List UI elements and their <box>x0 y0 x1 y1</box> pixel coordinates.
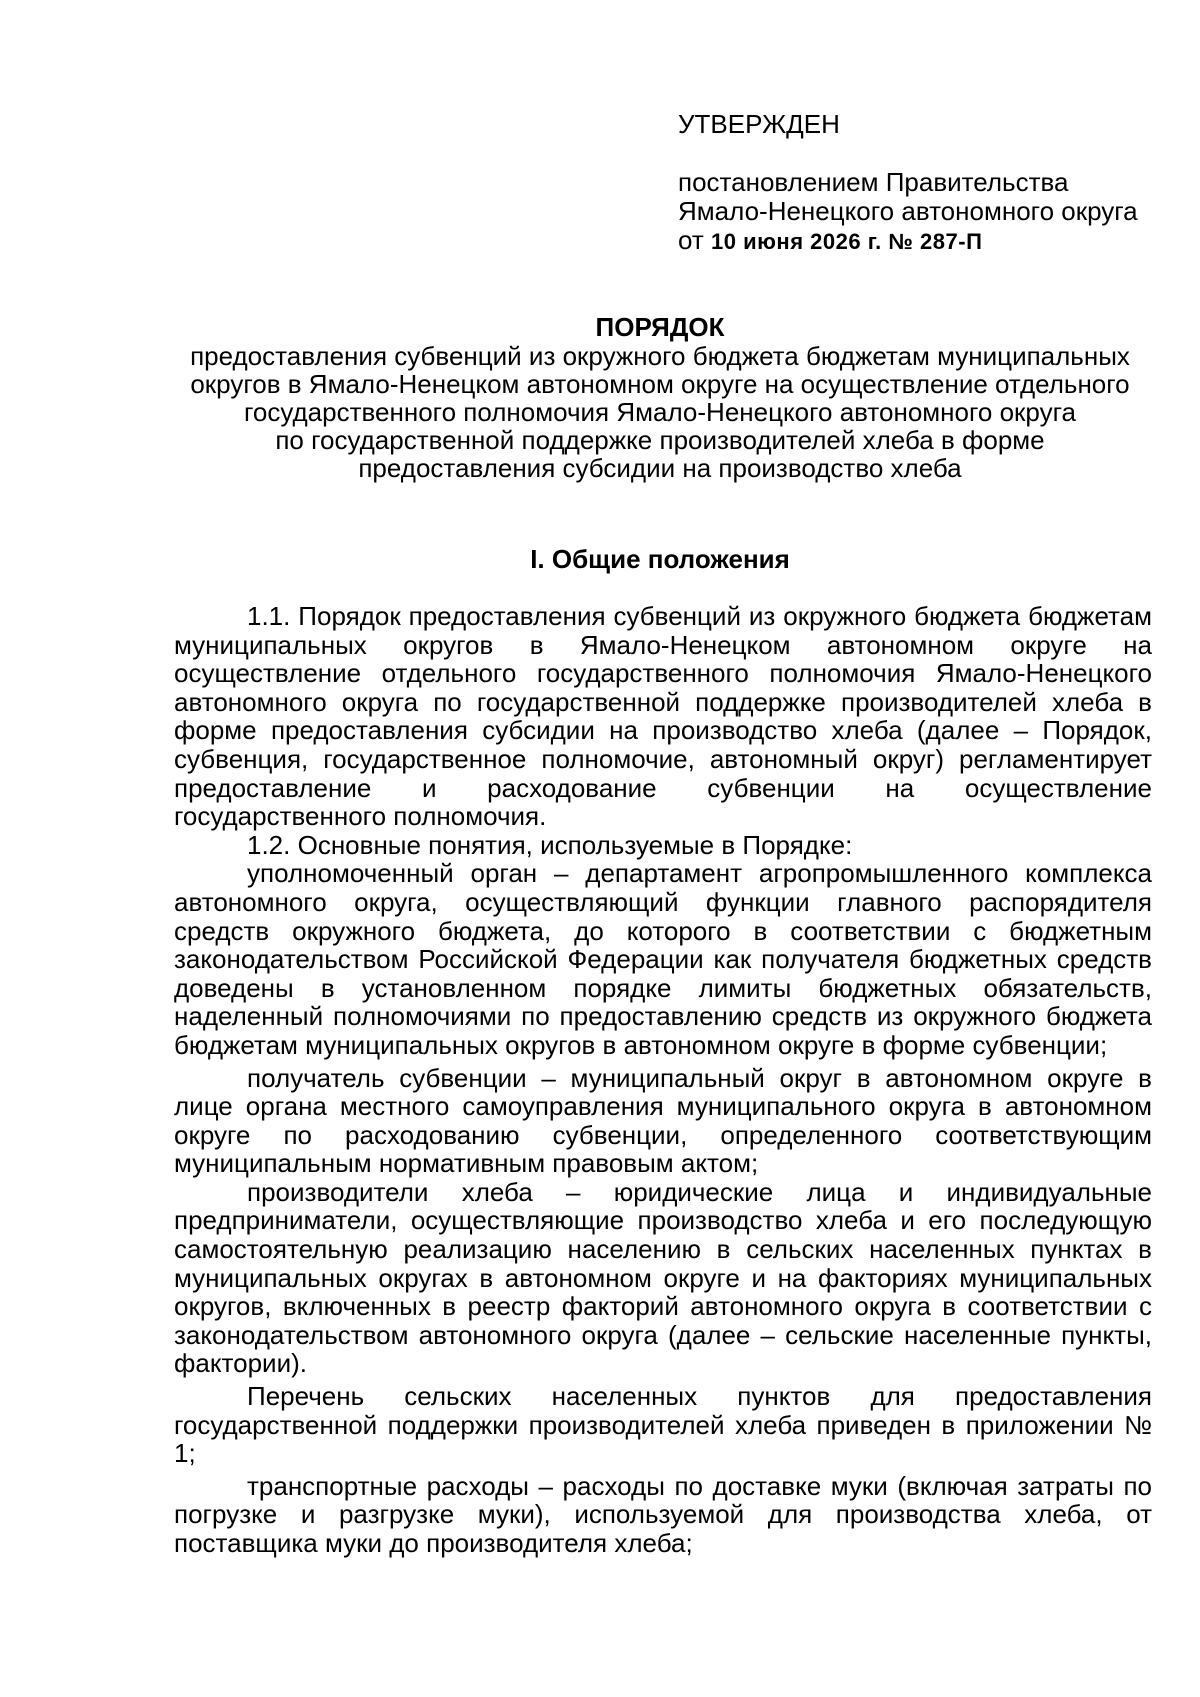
settlements-list-reference: Перечень сельских населенных пунктов для предоставления государственной поддержки производителей хлеба приведен в приложении № 1; <box>174 1381 1152 1469</box>
approval-date-line <box>678 226 1158 256</box>
document-subtitle-line: округов в Ямало-Ненецком автономном округе на осуществление отдельного <box>190 369 1130 399</box>
paragraph-1-2: 1.2. Основные понятия, используемые в Порядке: <box>247 829 853 860</box>
approval-line-2: Ямало-Ненецкого автономного округа <box>678 196 1138 226</box>
document-subtitle-line: по государственной поддержке производителей хлеба в форме <box>275 425 1045 455</box>
document-title: ПОРЯДОК <box>595 312 725 342</box>
section-body <box>174 602 1152 1558</box>
document-subtitle-line: предоставления субсидии на производство хлеба <box>358 453 962 483</box>
approval-stamp: УТВЕРЖДЕН <box>678 109 840 139</box>
approval-date: 10 июня 2026 г. № 287-П <box>711 229 983 254</box>
approval-line-1: постановлением Правительства <box>678 167 1069 197</box>
approval-block <box>678 110 1158 256</box>
definition-recipient: получатель субвенции – муниципальный округ в автономном округе в лице органа местного самоуправления муниципального округа в автономном округе по расходованию субвенции, определенного соответствующим муниципальным нормативным правовым актом; <box>174 1062 1152 1179</box>
definition-authorized-body: уполномоченный орган – департамент агропромышленного комплекса автономного округа, осуществляющий функции главного распорядителя средств окружного бюджета, до которого в соответствии с бюджетным законодательством Российской Федерации как получателя бюджетных средств доведены в установленном порядке лимиты бюджетных обязательств, наделенный полномочиями по предоставлению средств из окружного бюджета бюджетам муниципальных округов в автономном округе в форме субвенции; <box>174 858 1152 1060</box>
definition-transport-costs: транспортные расходы – расходы по доставке муки (включая затраты по погрузке и разгрузке муки), используемой для производства хлеба, от поставщика муки до производителя хлеба; <box>174 1470 1152 1558</box>
approval-date-prefix: от <box>678 225 704 255</box>
document-title-block <box>160 313 1160 482</box>
section-heading: I. Общие положения <box>530 544 790 574</box>
definition-producers: производители хлеба – юридические лица и индивидуальные предприниматели, осуществляющие производство хлеба и его последующую самостоятельную реализацию населению в сельских населенных пунктах в муниципальных округах в автономном округе и на факториях муниципальных округов, включенных в реестр факторий автономного округа в соответствии с законодательством автономного округа (далее – сельские населенные пункты, фактории). <box>174 1176 1152 1379</box>
document-subtitle-line: предоставления субвенций из окружного бюджета бюджетам муниципальных <box>190 341 1130 371</box>
paragraph-1-1: 1.1. Порядок предоставления субвенций из окружного бюджета бюджетам муниципальных округов в Ямало-Ненецком автономном округе на осуществление отдельного государственного полномочия Ямало-Ненецкого автономного округа по государственной поддержке производителей хлеба в форме предоставления субсидии на производство хлеба (далее – Порядок, субвенция, государственное полномочие, автономный округ) регламентирует предоставление и расходование субвенции на осуществление государственного полномочия. <box>174 601 1152 832</box>
document-subtitle-line: государственного полномочия Ямало-Ненецкого автономного округа <box>244 397 1076 427</box>
